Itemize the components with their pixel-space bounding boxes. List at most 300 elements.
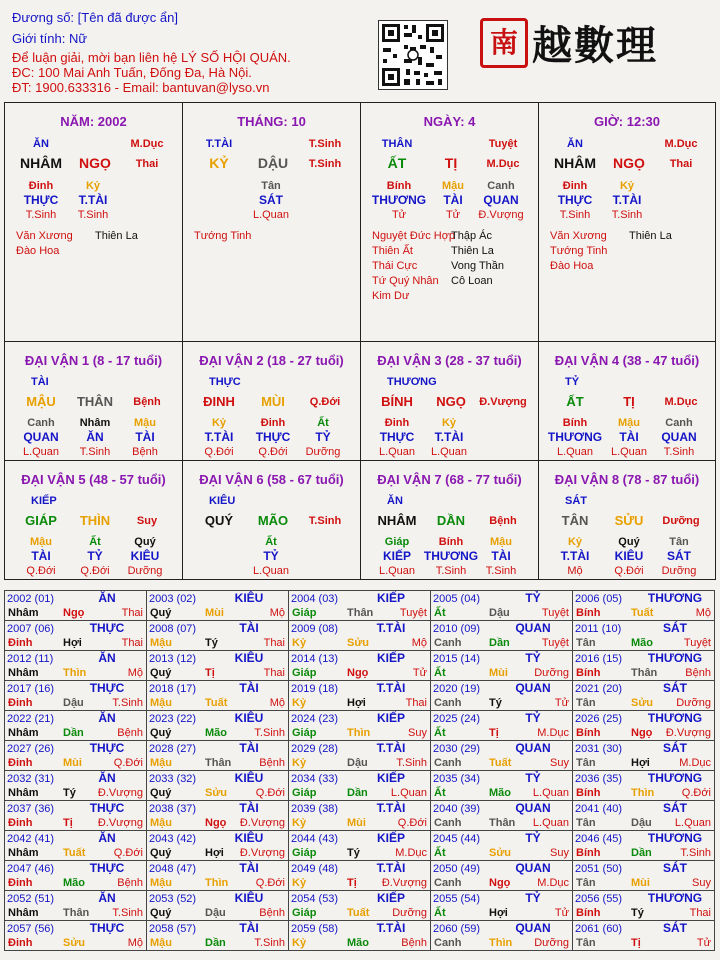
year-status: Đ.Vượng [239,847,285,859]
dai-van-box [182,460,361,580]
hidden-status: L.Quan [252,209,290,221]
pillar-chi: NGỌ [613,155,645,171]
pillar-chi-status: M.Dục [486,158,520,170]
year-cell [430,710,573,741]
year-label: 2045 (44) [433,833,481,845]
dai-van-box [360,460,539,580]
year-chi: Mùi [631,877,650,889]
year-chi: Hợi [205,847,224,859]
year-cell [4,800,147,831]
year-chi: Mùi [347,817,366,829]
hidden-god: SÁT [667,549,691,563]
year-label: 2050 (49) [433,863,481,875]
pillar-chi-status: Thai [669,158,693,170]
hidden-status: Mộ [567,565,583,577]
year-god: THƯƠNG [647,711,703,725]
year-god: TÀI [239,621,259,635]
year-god: QUAN [515,801,551,815]
year-can: Kỷ [292,817,307,829]
year-cell [572,620,715,651]
year-label: 2019 (18) [291,683,339,695]
year-can: Bính [576,847,601,859]
year-can: Giáp [292,727,317,739]
hidden-status: L.Quan [378,446,416,458]
year-status: T.Sinh [254,727,285,739]
year-cell [4,860,147,891]
year-god: T.TÀI [376,861,406,875]
year-can: Nhâm [8,847,39,859]
hidden-stem: Bính [562,417,588,429]
year-label: 2023 (22) [149,713,197,725]
year-status: Mộ [127,667,143,679]
year-status: Tử [696,937,711,949]
year-status: Tuyệt [541,637,569,649]
dai-van-title: ĐẠI VẬN 6 (58 - 67 tuổi) [199,472,344,487]
pillar-chi: DẬU [257,155,289,171]
year-god: QUAN [515,741,551,755]
year-cell [288,620,431,651]
year-can: Nhâm [8,907,39,919]
year-status: Mộ [127,937,143,949]
brand-logo: 越數理 [532,22,658,69]
year-status: Tử [412,667,427,679]
hidden-stem: Mậu [442,180,464,192]
year-cell [430,800,573,831]
pillar-chi-status: T.Sinh [308,158,342,170]
year-can: Mậu [150,697,172,709]
year-cell [146,620,289,651]
year-status: L.Quan [674,817,711,829]
dai-van-god: TỶ [565,376,580,388]
year-cell [4,770,147,801]
year-cell [572,800,715,831]
dai-van-god: THỰC [209,376,241,388]
year-cell [4,740,147,771]
dai-van-status: Q.Đới [309,396,341,408]
year-chi: Hợi [489,907,508,919]
year-label: 2037 (36) [7,803,55,815]
year-chi: Dậu [63,697,84,709]
dai-van-god: KIÊU [209,495,236,507]
hidden-god: TÀI [443,193,463,207]
hidden-god: TÀI [491,549,511,563]
dai-van-title: ĐẠI VẬN 3 (28 - 37 tuổi) [377,353,522,368]
year-god: THỰC [89,621,125,635]
year-can: Nhâm [8,607,39,619]
year-label: 2002 (01) [7,593,55,605]
year-status: Suy [550,847,569,859]
hidden-god: THỰC [379,430,415,444]
year-can: Mậu [150,937,172,949]
year-god: ĂN [98,771,116,785]
hidden-god: KIÊU [130,549,160,563]
year-god: KIÊU [234,651,264,665]
year-status: Bệnh [401,937,427,949]
pillar-top-god: THÂN [381,138,413,150]
year-chi: Ngọ [631,727,653,739]
star-name: Văn Xương [550,230,607,242]
hidden-god: TÀI [619,430,639,444]
hidden-god: THƯƠNG [423,549,479,563]
dai-van-box [4,460,183,580]
year-cell [572,830,715,861]
year-can: Tân [576,877,596,889]
year-label: 2026 (25) [575,713,623,725]
dai-van-title: ĐẠI VẬN 7 (68 - 77 tuổi) [377,472,522,487]
hidden-god: KIẾP [382,549,411,563]
dai-van-status: M.Dục [664,396,698,408]
year-cell [288,890,431,921]
hidden-stem: Ất [89,536,101,548]
year-label: 2057 (56) [7,923,55,935]
year-can: Mậu [150,757,172,769]
year-cell [572,770,715,801]
hidden-status: T.Sinh [663,446,695,458]
year-status: Bệnh [117,727,143,739]
year-chi: Thân [63,907,90,919]
hidden-god: T.TÀI [78,193,108,207]
pillar-top-status: Tuyệt [488,138,518,150]
pillar-chi: NGỌ [79,155,111,171]
year-god: TỶ [525,831,541,845]
year-chi: Tuất [347,907,370,919]
hidden-status: T.Sinh [435,565,467,577]
year-god: ĂN [98,651,116,665]
year-label: 2007 (06) [7,623,55,635]
year-cell [288,920,431,951]
hidden-god: TỶ [87,549,103,563]
year-label: 2013 (12) [149,653,197,665]
pillar-title: NGÀY: 4 [423,114,476,129]
year-chi: Thân [489,817,516,829]
year-god: QUAN [515,681,551,695]
dai-van-title: ĐẠI VẬN 1 (8 - 17 tuổi) [24,353,163,368]
hidden-god: THƯƠNG [371,193,427,207]
year-cell [430,680,573,711]
year-god: ĂN [98,891,116,905]
year-status: Tuyệt [399,607,427,619]
hidden-stem: Kỷ [619,180,635,192]
year-can: Bính [576,787,601,799]
year-cell [430,620,573,651]
year-god: SÁT [663,801,687,815]
year-can: Canh [434,637,462,649]
year-god: TÀI [239,681,259,695]
year-label: 2034 (33) [291,773,339,785]
year-god: THỰC [89,801,125,815]
year-label: 2020 (19) [433,683,481,695]
year-chi: Tuất [489,757,512,769]
year-can: Ất [434,847,446,859]
pillar-box [538,102,716,342]
year-can: Đinh [8,697,33,709]
year-god: KIẾP [376,591,405,605]
dai-van-chi: MÃO [257,513,289,528]
year-cell [430,590,573,621]
hidden-status: L.Quan [430,446,468,458]
year-status: Tử [554,697,569,709]
star-name: Nguyệt Đức Hợp [372,230,456,242]
year-cell [146,770,289,801]
year-status: Suy [408,727,427,739]
year-can: Bính [576,607,601,619]
dai-van-status: Bệnh [489,515,517,527]
year-can: Ất [434,907,446,919]
dai-van-status: Bệnh [133,396,161,408]
year-cell [572,680,715,711]
year-status: Bệnh [117,877,143,889]
year-label: 2012 (11) [7,653,54,665]
year-cell [146,740,289,771]
year-label: 2058 (57) [149,923,197,935]
year-god: THƯƠNG [647,651,703,665]
year-cell [4,920,147,951]
hidden-stem: Đinh [260,417,286,429]
dai-van-god: THƯƠNG [387,376,437,388]
year-can: Giáp [292,907,317,919]
year-status: Q.Đới [681,787,711,799]
year-cell [572,920,715,951]
hidden-stem: Đinh [562,180,588,192]
year-can: Đinh [8,877,33,889]
year-status: Tử [554,907,569,919]
hidden-stem: Đinh [384,417,410,429]
year-chi: Thìn [631,787,655,799]
hidden-status: T.Sinh [77,209,109,221]
year-cell [288,650,431,681]
dai-van-title: ĐẠI VẬN 8 (78 - 87 tuổi) [554,472,700,487]
year-label: 2022 (21) [7,713,55,725]
year-cell [146,860,289,891]
hidden-stem: Mậu [618,417,640,429]
year-label: 2041 (40) [575,803,623,815]
pillar-chi: TỊ [444,155,458,171]
year-cell [572,860,715,891]
year-status: Q.Đới [255,787,285,799]
year-god: THƯƠNG [647,891,703,905]
year-label: 2017 (16) [7,683,55,695]
year-status: M.Dục [537,877,569,889]
hidden-god: THỰC [255,430,291,444]
year-label: 2030 (29) [433,743,481,755]
hidden-status: Dưỡng [305,446,341,458]
year-god: KIẾP [376,891,405,905]
year-chi: Sửu [205,787,228,799]
year-god: TỶ [525,891,541,905]
year-label: 2059 (58) [291,923,339,935]
year-can: Nhâm [8,787,39,799]
year-god: TÀI [239,861,259,875]
pillar-title: THÁNG: 10 [237,114,306,129]
hidden-god: TÀI [135,430,155,444]
year-label: 2035 (34) [433,773,481,785]
hidden-status: Đ.Vượng [478,209,524,221]
year-god: TỶ [525,771,541,785]
year-chi: Dần [347,787,368,799]
duong-so-line: Đương số: [Tên đã được ẩn] [12,10,178,25]
year-chi: Dần [63,727,84,739]
year-cell [430,740,573,771]
year-status: Q.Đới [397,817,427,829]
hidden-stem: Kỷ [85,180,101,192]
year-status: Mộ [269,697,285,709]
year-god: THỰC [89,741,125,755]
year-god: ĂN [98,711,116,725]
hidden-status: T.Sinh [485,565,517,577]
hidden-god: T.TÀI [434,430,464,444]
year-chi: Tý [205,637,218,649]
dai-van-status: T.Sinh [308,515,342,527]
year-label: 2044 (43) [291,833,339,845]
pillar-top-status: T.Sinh [308,138,342,150]
year-can: Tân [576,757,596,769]
hidden-stem: Tân [261,180,281,192]
dai-van-god: KIẾP [31,495,57,507]
year-chi: Tuất [63,847,86,859]
year-status: Suy [550,757,569,769]
year-god: KIÊU [234,591,264,605]
year-cell [572,740,715,771]
year-chi: Dậu [489,607,510,619]
hidden-god: QUAN [23,430,59,444]
hidden-god: T.TÀI [560,549,590,563]
hidden-stem: Bính [438,536,464,548]
year-cell [430,830,573,861]
year-god: SÁT [663,621,687,635]
year-label: 2042 (41) [7,833,55,845]
year-can: Kỷ [292,937,307,949]
year-status: Mộ [269,607,285,619]
year-label: 2053 (52) [149,893,197,905]
year-chi: Hợi [63,637,82,649]
pillar-chi-status: Thai [135,158,159,170]
dai-van-chi: MÙI [261,394,285,409]
year-status: Thai [405,697,427,709]
year-god: KIÊU [234,711,264,725]
dai-van-chi: THÌN [79,513,111,528]
dai-van-god: ĂN [387,495,403,507]
year-god: T.TÀI [376,741,406,755]
year-cell [288,740,431,771]
year-label: 2011 (10) [575,623,622,635]
year-god: SÁT [663,861,687,875]
year-can: Canh [434,937,462,949]
year-chi: Tý [631,907,644,919]
dai-van-can: NHÂM [377,513,417,528]
dai-van-chi: DẦN [436,513,466,528]
star-name: Vong Thần [451,260,505,272]
pillar-top-status: M.Dục [130,138,164,150]
year-status: Bệnh [259,757,285,769]
year-chi: Mão [205,727,227,739]
year-label: 2018 (17) [149,683,197,695]
year-status: Dưỡng [534,937,569,949]
year-can: Mậu [150,817,172,829]
hidden-god: TỶ [263,549,279,563]
year-label: 2010 (09) [433,623,481,635]
star-name: Thiên La [451,245,494,257]
year-cell [4,620,147,651]
pillar-top-god: ĂN [33,138,49,150]
year-can: Quý [150,907,172,919]
year-chi: Mão [347,937,369,949]
hidden-god: T.TÀI [612,193,642,207]
hidden-status: T.Sinh [79,446,111,458]
year-status: T.Sinh [112,907,143,919]
year-god: THƯƠNG [647,591,703,605]
year-label: 2054 (53) [291,893,339,905]
year-status: Thai [121,607,143,619]
year-label: 2055 (54) [433,893,481,905]
star-name: Kim Dư [372,290,410,302]
year-can: Mậu [150,637,172,649]
dai-van-chi: TỊ [623,394,635,409]
star-name: Thập Ác [451,230,492,242]
year-god: KIẾP [376,831,405,845]
year-status: T.Sinh [396,757,427,769]
year-chi: Hợi [347,697,366,709]
year-chi: Sửu [347,637,370,649]
hidden-stem: Mậu [490,536,512,548]
star-name: Đào Hoa [550,260,594,272]
year-status: T.Sinh [680,847,711,859]
year-status: M.Dục [537,727,569,739]
hidden-status: L.Quan [610,446,648,458]
year-cell [288,860,431,891]
year-label: 2027 (26) [7,743,55,755]
year-can: Ất [434,667,446,679]
dai-van-can: QUÝ [204,513,234,528]
year-status: Dưỡng [392,907,427,919]
hidden-god: QUAN [483,193,519,207]
year-status: Thai [263,667,285,679]
year-chi: Tuất [205,697,228,709]
star-name: Văn Xương [16,230,73,242]
year-chi: Ngọ [489,877,511,889]
year-can: Tân [576,637,596,649]
pillar-can: KỶ [209,155,229,171]
year-chi: Sửu [489,847,512,859]
dai-van-box [538,341,716,461]
hidden-status: Tử [391,209,407,221]
year-chi: Thìn [63,667,87,679]
year-cell [572,890,715,921]
year-status: T.Sinh [112,697,143,709]
phone-email-line[interactable]: ĐT: 1900.633316 - Email: bantuvan@lyso.vn [12,80,270,95]
hidden-god: ĂN [86,430,104,444]
year-god: TÀI [239,921,259,935]
hidden-status: T.Sinh [25,209,57,221]
year-can: Canh [434,817,462,829]
pillar-top-god: ĂN [567,138,583,150]
year-label: 2056 (55) [575,893,623,905]
pillar-box [4,102,183,342]
year-god: TÀI [239,801,259,815]
year-label: 2046 (45) [575,833,623,845]
year-label: 2025 (24) [433,713,481,725]
hidden-status: L.Quan [252,565,290,577]
hidden-status: T.Sinh [559,209,591,221]
year-cell [288,680,431,711]
year-god: ĂN [98,591,116,605]
year-status: Đ.Vượng [381,877,427,889]
qr-code-icon[interactable] [378,20,448,90]
year-can: Kỷ [292,757,307,769]
year-cell [288,770,431,801]
year-status: Dưỡng [534,667,569,679]
year-god: KIẾP [376,651,405,665]
hidden-god: T.TÀI [204,430,234,444]
